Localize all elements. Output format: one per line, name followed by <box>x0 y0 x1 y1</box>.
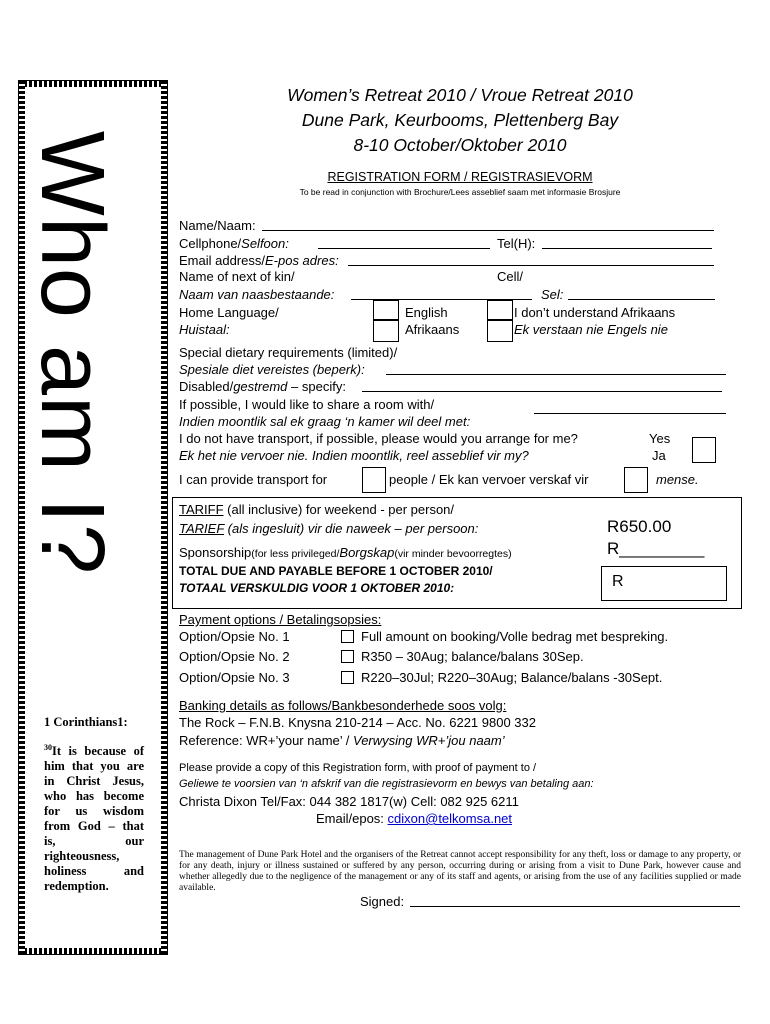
banking-heading: Banking details as follows/Bankbesonderhede soos volg: <box>179 698 507 713</box>
no-english-label: Ek verstaan nie Engels nie <box>514 322 668 337</box>
next-of-kin-label: Name of next of kin/ <box>179 269 295 284</box>
verse-reference: 1 Corinthians1: <box>44 715 128 729</box>
verse-body: It is because of him that you are in Christ Jesus, who has become for us wisdom from God – that is, our righteousness, holiness and redemption. <box>44 744 144 894</box>
option-1-checkbox[interactable] <box>341 630 354 643</box>
cellphone-field[interactable] <box>318 248 490 249</box>
verse-number: 30 <box>44 743 52 752</box>
total-amount-r: R <box>612 573 624 590</box>
tarief-word: TARIEF <box>179 521 225 536</box>
tel-field[interactable] <box>542 248 712 249</box>
signature-field[interactable] <box>410 906 740 907</box>
tariff-line-1 <box>179 501 454 518</box>
header-line-1: Women’s Retreat 2010 / Vroue Retreat 2010 <box>287 85 633 105</box>
afrikaans-label: Afrikaans <box>405 322 460 337</box>
transport-label-af: Ek het nie vervoer nie. Indien moontlik, reel asseblief vir my? <box>179 448 529 463</box>
email-link[interactable]: cdixon@telkomsa.net <box>387 811 513 826</box>
name-label: Name/Naam: <box>179 218 256 233</box>
option-3-text: R220–30Jul; R220–30Aug; Balance/balans -30Sept. <box>361 670 663 685</box>
provide-transport-label: I can provide transport for <box>179 472 328 487</box>
header-line-3: 8-10 October/Oktober 2010 <box>353 135 567 155</box>
sponsor-en-2: (for less privileged/ <box>251 548 340 560</box>
option-2-checkbox[interactable] <box>341 650 354 663</box>
tariff-word: TARIFF <box>179 502 224 517</box>
cellphone-af: Selfoon: <box>241 236 289 251</box>
no-afrikaans-checkbox[interactable] <box>487 300 513 320</box>
option-1-text: Full amount on booking/Volle bedrag met bespreking. <box>361 629 669 644</box>
side-title: Who am I? <box>22 130 122 576</box>
border-right <box>161 81 167 954</box>
option-2-text: R350 – 30Aug; balance/balans 30Sep. <box>361 649 584 664</box>
sponsor-af: Borgskap <box>339 545 395 560</box>
tariff-line-2 <box>179 520 478 537</box>
sponsor-af-2: (vir minder bevoorregtes) <box>394 548 512 560</box>
mense-label: mense. <box>656 472 699 487</box>
email-label-2: Email/epos: <box>316 811 388 826</box>
english-checkbox[interactable] <box>373 300 399 320</box>
form-title: REGISTRATION FORM / REGISTRASIEVORM <box>327 170 593 184</box>
specify-text: – specify: <box>287 379 346 394</box>
form-title-wrap <box>170 170 750 184</box>
copy-instruction-en: Please provide a copy of this Registration form, with proof of payment to / <box>179 762 537 774</box>
email-field[interactable] <box>348 265 714 266</box>
contact-line: Christa Dixon Tel/Fax: 044 382 1817(w) Cell: 082 925 6211 <box>179 794 519 809</box>
reference-en: Reference: WR+’your name’ / <box>179 733 354 748</box>
no-english-checkbox[interactable] <box>487 320 513 342</box>
banking-account: The Rock – F.N.B. Knysna 210-214 – Acc. No. 6221 9800 332 <box>179 715 536 730</box>
sel-label: Sel: <box>541 287 564 302</box>
diet-label-en: Special dietary requirements (limited)/ <box>179 345 398 360</box>
next-of-kin-af-label: Naam van naasbestaande: <box>179 287 335 302</box>
share-label-en: If possible, I would like to share a room with/ <box>179 397 435 412</box>
disabled-field[interactable] <box>362 391 722 392</box>
share-label-af: Indien moontlik sal ek graag ‘n kamer wil deel met: <box>179 414 471 429</box>
verse-text <box>44 740 144 894</box>
email-en: Email address/ <box>179 253 265 268</box>
total-line-af: TOTAAL VERSKULDIG VOOR 1 OKTOBER 2010: <box>179 581 455 595</box>
people-en: people / Ek kan vervoer verskaf vir <box>389 472 589 487</box>
name-field[interactable] <box>262 230 714 231</box>
ja-label: Ja <box>652 448 666 463</box>
diet-field[interactable] <box>386 374 726 375</box>
sponsorship-amount[interactable]: R_________ <box>607 539 705 558</box>
transport-label-en: I do not have transport, if possible, please would you arrange for me? <box>179 431 578 446</box>
tariff-desc: (all inclusive) for weekend - per person/ <box>223 502 455 517</box>
share-field[interactable] <box>534 413 726 414</box>
english-label: English <box>405 305 448 320</box>
transport-yes-checkbox[interactable] <box>692 437 716 463</box>
banking-reference <box>179 732 505 749</box>
email-line <box>316 810 512 827</box>
reference-af: Verwysing WR+’jou naam’ <box>353 733 505 748</box>
sponsor-en: Sponsorship <box>179 545 252 560</box>
sponsorship-line <box>179 544 512 563</box>
disclaimer: The management of Dune Park Hotel and the organisers of the Retreat cannot accept responsibility for any theft, loss or damage to any property, or for any death, injury or illness sustained or suffered by any person, occurring during or arising from a visit to Dune Park, however cause and whether allegedly due to the negligence of the management or any of its staff and agents, or arising from the use of any facilities supplied or made available. <box>179 850 741 893</box>
no-afrikaans-label: I don’t understand Afrikaans <box>514 305 676 320</box>
payment-heading: Payment options / Betalingsopsies: <box>179 612 382 627</box>
header-line-2: Dune Park, Keurbooms, Plettenberg Bay <box>301 110 619 130</box>
disabled-af: gestremd <box>233 379 288 394</box>
signed-label: Signed: <box>360 894 405 909</box>
tarief-desc: (als ingesluit) vir die naweek – per persoon: <box>224 521 479 536</box>
next-of-kin-cell-field[interactable] <box>568 299 715 300</box>
afrikaans-checkbox[interactable] <box>373 320 399 342</box>
copy-instruction-af: Geliewe te voorsien van ‘n afskrif van die registrasievorm en bewys van betaling aan: <box>179 778 594 790</box>
huistaal-label: Huistaal: <box>179 322 230 337</box>
cell-label: Cell/ <box>497 269 524 284</box>
cellphone-en: Cellphone/ <box>179 236 242 251</box>
option-3-label: Option/Opsie No. 3 <box>179 670 290 685</box>
diet-label-af: Spesiale diet vereistes (beperk): <box>179 362 365 377</box>
people-count-box[interactable] <box>362 467 386 493</box>
total-line-en: TOTAL DUE AND PAYABLE BEFORE 1 OCTOBER 2010/ <box>179 564 493 578</box>
option-1-label: Option/Opsie No. 1 <box>179 629 290 644</box>
email-af: E-pos adres: <box>264 253 339 268</box>
cellphone-label <box>179 235 289 252</box>
tel-label: Tel(H): <box>497 236 536 251</box>
provide-transport-label-2 <box>389 471 588 488</box>
disabled-en: Disabled/ <box>179 379 234 394</box>
mense-count-box[interactable] <box>624 467 648 493</box>
option-3-checkbox[interactable] <box>341 671 354 684</box>
option-2-label: Option/Opsie No. 2 <box>179 649 290 664</box>
form-note: To be read in conjunction with Brochure/Lees asseblief saam met informasie Brosjure <box>299 187 621 197</box>
tariff-price: R650.00 <box>607 517 672 536</box>
disabled-label <box>179 378 346 395</box>
home-language-label: Home Language/ <box>179 305 279 320</box>
yes-label: Yes <box>649 431 671 446</box>
email-label <box>179 252 339 269</box>
border-bottom <box>19 948 167 954</box>
